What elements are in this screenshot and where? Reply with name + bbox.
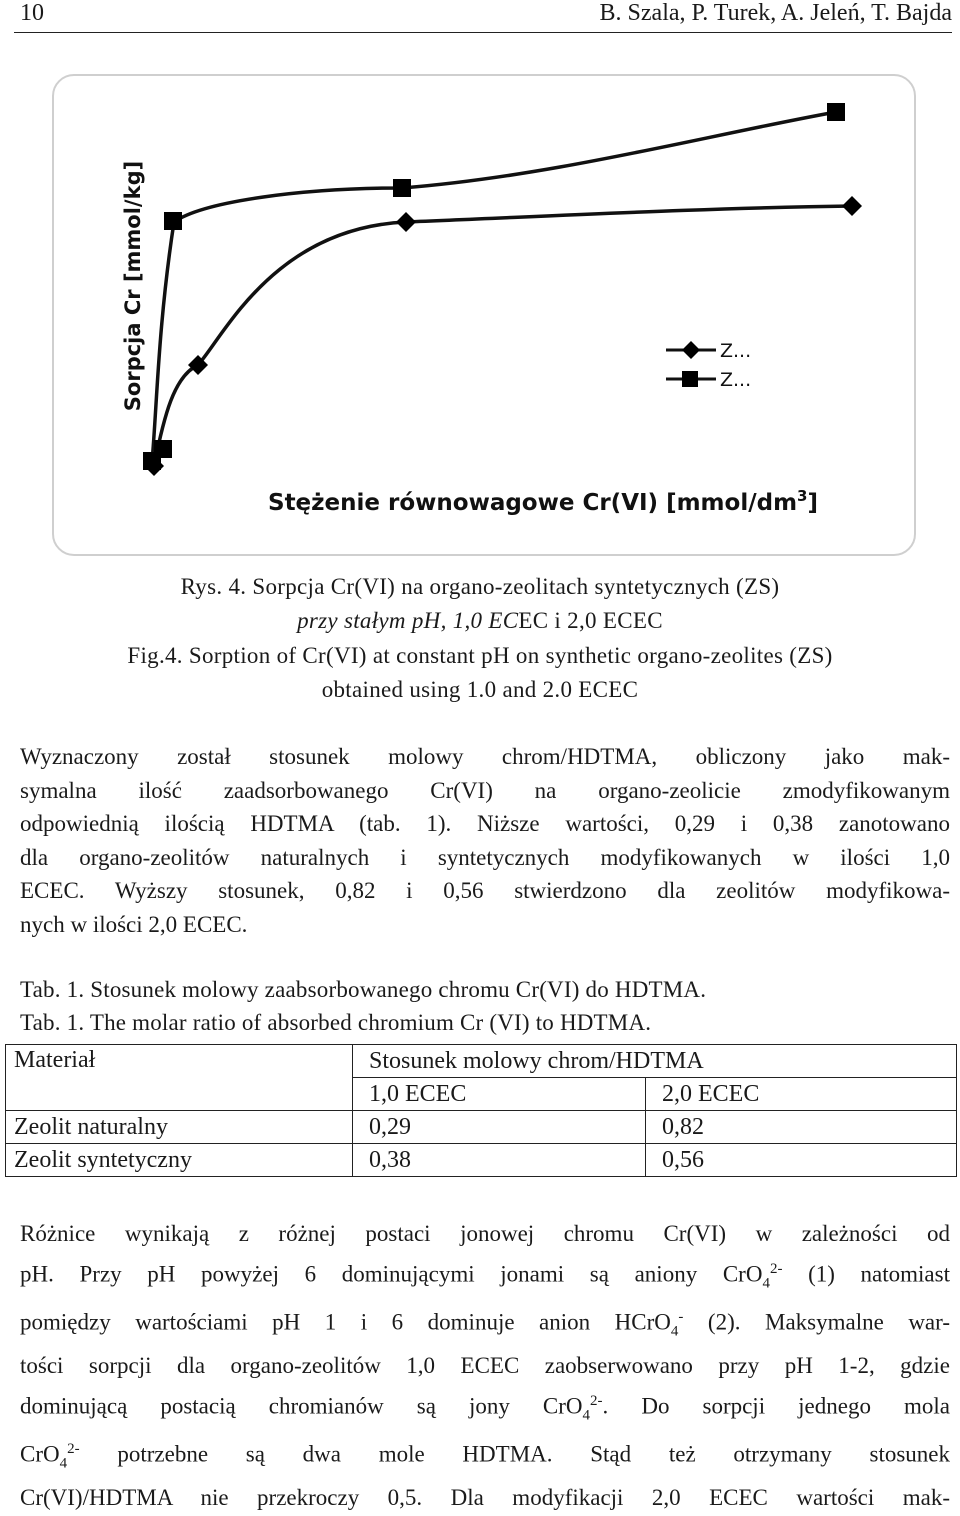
superscript: - bbox=[678, 1309, 684, 1326]
figure-caption-en-line1: Fig.4. Sorption of Cr(VI) at constant pH on synthetic organo-zeolites (ZS) bbox=[127, 643, 833, 668]
legend-label-2: Z... bbox=[720, 369, 752, 391]
superscript: 2- bbox=[67, 1441, 80, 1458]
paragraph-2 bbox=[20, 1217, 950, 1516]
paragraph-line: ECEC. Wyższy stosunek, 0,82 i 0,56 stwierdzono dla zeolitów modyfikowa- bbox=[20, 878, 950, 903]
table-cell-v1: 0,38 bbox=[353, 1144, 646, 1177]
x-axis-label-main: Stężenie równowagowe Cr(VI) [mmol/dm bbox=[268, 490, 798, 516]
text-run: dominującą postacią chromianów są jony CrO bbox=[20, 1393, 583, 1419]
diamond-point bbox=[842, 196, 862, 216]
page-header bbox=[14, 0, 952, 33]
running-authors: B. Szala, P. Turek, A. Jeleń, T. Bajda bbox=[599, 0, 952, 26]
square-point bbox=[164, 212, 182, 230]
paragraph-line: symalna ilość zaadsorbowanego Cr(VI) na organo-zeolicie zmodyfikowanym bbox=[20, 777, 950, 803]
table-caption-pl: Tab. 1. Stosunek molowy zaabsorbowanego chromu Cr(VI) do HDTMA. bbox=[20, 977, 707, 1002]
x-axis-label bbox=[268, 487, 818, 516]
text-run: potrzebne są dwa mole HDTMA. Stąd też otrzymany stosunek bbox=[79, 1441, 950, 1467]
header-ratio: Stosunek molowy chrom/HDTMA bbox=[353, 1045, 957, 1078]
caption-rest: EC i 2,0 ECEC bbox=[518, 608, 663, 633]
paragraph-line bbox=[20, 1432, 950, 1481]
text-run: (1) natomiast bbox=[782, 1261, 950, 1287]
subheader-2: 2,0 ECEC bbox=[646, 1078, 957, 1111]
table-header-row bbox=[6, 1045, 957, 1078]
square-point bbox=[393, 179, 411, 197]
paragraph-line: Cr(VI)/HDTMA nie przekroczy 0,5. Dla modyfikacji 2,0 ECEC wartości mak- bbox=[20, 1485, 950, 1510]
diamond-point bbox=[396, 212, 416, 232]
text-run: . Do sorpcji jednego mola bbox=[602, 1393, 950, 1419]
series-diamond-line bbox=[154, 206, 852, 466]
table-cell-v2: 0,82 bbox=[646, 1111, 957, 1144]
x-axis-label-sup: 3 bbox=[797, 487, 808, 505]
legend-diamond-marker bbox=[682, 341, 700, 359]
text-run: pomiędzy wartościami pH 1 i 6 dominuje anion HCrO bbox=[20, 1309, 671, 1335]
paragraph-line bbox=[20, 1252, 950, 1301]
square-point bbox=[827, 103, 845, 121]
subheader-1: 1,0 ECEC bbox=[353, 1078, 646, 1111]
text-run: pH. Przy pH powyżej 6 dominującymi jonami są aniony CrO bbox=[20, 1261, 763, 1287]
paragraph-line: Wyznaczony został stosunek molowy chrom/HDTMA, obliczony jako mak- bbox=[20, 744, 950, 769]
legend-square-marker bbox=[682, 371, 698, 387]
x-axis-label-end: ] bbox=[807, 490, 818, 516]
table-caption-en: Tab. 1. The molar ratio of absorbed chromium Cr (VI) to HDTMA. bbox=[20, 1010, 652, 1035]
paragraph-line: Różnice wynikają z różnej postaci jonowej chromu Cr(VI) w zależności od bbox=[20, 1221, 950, 1246]
table-cell-material: Zeolit naturalny bbox=[6, 1111, 353, 1144]
paragraph-line: dla organo-zeolitów naturalnych i syntetycznych modyfikowanych w ilości 1,0 bbox=[20, 844, 950, 870]
text-run: (2). Maksymalne war- bbox=[683, 1309, 950, 1335]
square-point bbox=[154, 440, 172, 458]
series-square-line bbox=[152, 112, 836, 462]
figure-caption-pl-line1: Rys. 4. Sorpcja Cr(VI) na organo-zeolitach syntetycznych (ZS) bbox=[180, 574, 780, 599]
subscript: 4 bbox=[582, 1406, 591, 1423]
superscript: 2- bbox=[590, 1392, 603, 1409]
text-run: CrO bbox=[20, 1441, 60, 1467]
superscript: 2- bbox=[769, 1260, 783, 1277]
table-cell-v1: 0,29 bbox=[353, 1111, 646, 1144]
paragraph-line bbox=[20, 1384, 950, 1433]
paragraph-line: tości sorpcji dla organo-zeolitów 1,0 ECEC zaobserwowano przy pH 1-2, gdzie bbox=[20, 1353, 950, 1378]
molar-ratio-table bbox=[5, 1044, 957, 1177]
chart-svg bbox=[54, 76, 918, 558]
paragraph-1 bbox=[20, 740, 950, 941]
subscript: 4 bbox=[670, 1323, 679, 1340]
paragraph-line: odpowiednią ilością HDTMA (tab. 1). Niższe wartości, 0,29 i 0,38 zanotowano bbox=[20, 811, 950, 836]
y-axis-label: Sorpcja Cr [mmol/kg] bbox=[121, 160, 145, 412]
paragraph-line: nych w ilości 2,0 ECEC. bbox=[20, 911, 248, 937]
legend-label-1: Z... bbox=[720, 340, 752, 362]
page-number: 10 bbox=[20, 0, 44, 26]
subscript: 4 bbox=[762, 1274, 770, 1291]
caption-italic-part: przy stałym pH, 1,0 EC bbox=[297, 608, 519, 633]
table-cell-v2: 0,56 bbox=[646, 1144, 957, 1177]
table-row bbox=[6, 1144, 957, 1177]
table-cell-material: Zeolit syntetyczny bbox=[6, 1144, 353, 1177]
legend bbox=[666, 340, 751, 391]
figure-caption-pl-line2 bbox=[0, 608, 960, 634]
figure-caption-en-line2: obtained using 1.0 and 2.0 ECEC bbox=[321, 677, 639, 702]
header-material: Materiał bbox=[6, 1045, 353, 1111]
sorption-chart bbox=[52, 74, 916, 556]
subscript: 4 bbox=[59, 1455, 68, 1472]
table-row bbox=[6, 1111, 957, 1144]
paragraph-line bbox=[20, 1300, 950, 1349]
